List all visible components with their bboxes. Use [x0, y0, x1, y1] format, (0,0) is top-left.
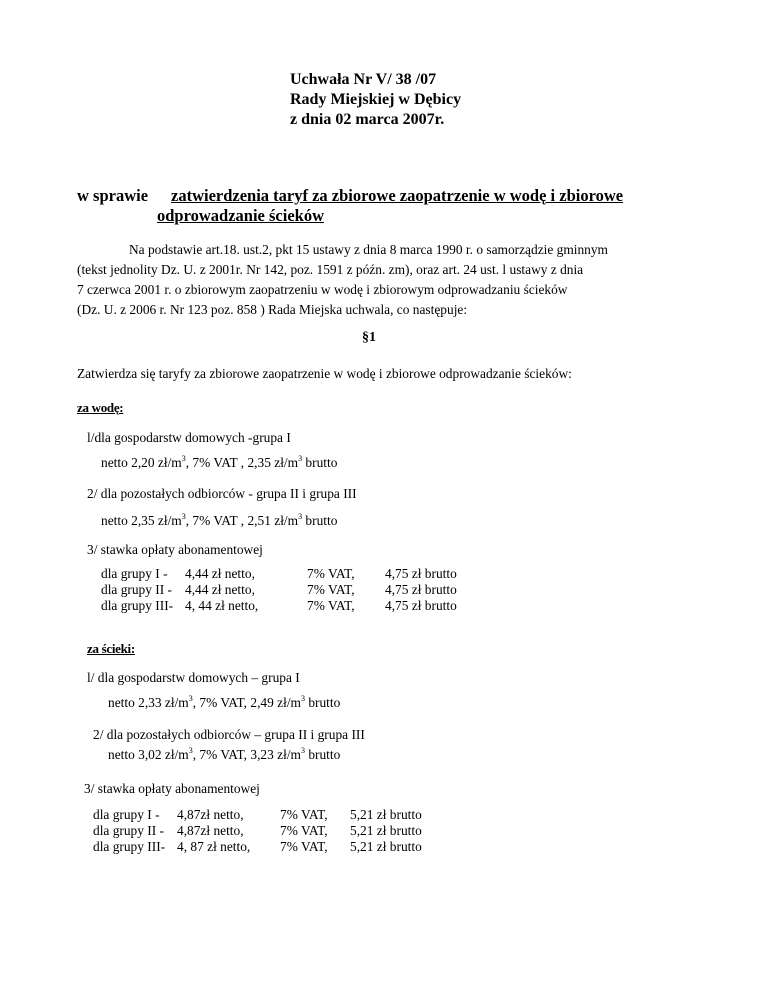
water-section-title: za wodę:	[77, 400, 124, 415]
table-row	[101, 582, 457, 598]
sewage-group1-rate: netto 2,33 $zł/m^3$, 7% VAT, 2,49 $zł/m^3$ brutto	[108, 694, 341, 710]
fee-group: dla grupy I -	[93, 807, 160, 822]
fee-net: 4,87zł netto,	[177, 823, 244, 838]
water-fee-label: 3/ stawka opłaty abonamentowej	[87, 542, 263, 557]
fee-net: 4, 87 zł netto,	[177, 839, 251, 854]
fee-vat: 7% VAT,	[307, 598, 355, 613]
fee-vat: 7% VAT,	[280, 823, 328, 838]
fee-vat: 7% VAT,	[307, 566, 355, 581]
fee-net: 4,87zł netto,	[177, 807, 244, 822]
legal-basis-line: (tekst jednolity Dz. U. z 2001r. Nr 142, poz. 1591 z późn. zm), oraz art. 24 ust. l ustawy z dnia	[77, 262, 584, 277]
table-row	[101, 598, 457, 614]
fee-net: 4, 44 zł netto,	[185, 598, 259, 613]
fee-vat: 7% VAT,	[307, 582, 355, 597]
water-group1-label: l/dla gospodarstw domowych -grupa I	[87, 430, 291, 445]
fee-net: 4,44 zł netto,	[185, 582, 255, 597]
resolution-header	[290, 70, 461, 130]
sewage-fee-label: 3/ stawka opłaty abonamentowej	[84, 781, 260, 796]
sewage-group2-rate: netto 3,02 $zł/m^3$, 7% VAT, 3,23 $zł/m^3$ brutto	[108, 746, 341, 762]
water-group1-rate: netto 2,20 $zł/m^3$, 7% VAT , 2,35 $zł/m^3$ brutto	[101, 454, 338, 470]
fee-vat: 7% VAT,	[280, 839, 328, 854]
sewage-group2-label: 2/ dla pozostałych odbiorców – grupa II i grupa III	[93, 727, 365, 742]
fee-group: dla grupy III-	[101, 598, 174, 613]
fee-gross: 5,21 zł brutto	[350, 839, 422, 854]
paragraph-symbol: §1	[362, 330, 376, 345]
fee-group: dla grupy III-	[93, 839, 166, 854]
water-group2-rate: netto 2,35 $zł/m^3$, 7% VAT , 2,51 $zł/m^3$ brutto	[101, 512, 338, 528]
council-name: Rady Miejskiej w Dębicy	[290, 91, 462, 108]
table-row	[93, 807, 422, 823]
fee-net: 4,44 zł netto,	[185, 566, 255, 581]
fee-gross: 5,21 zł brutto	[350, 807, 422, 822]
water-fee-table	[101, 566, 457, 614]
fee-group: dla grupy I -	[101, 566, 168, 581]
subject-lead: w sprawie	[77, 186, 149, 205]
table-row	[93, 839, 422, 855]
sewage-group1-label: l/ dla gospodarstw domowych – grupa I	[87, 670, 300, 685]
fee-vat: 7% VAT,	[280, 807, 328, 822]
fee-gross: 4,75 zł brutto	[385, 598, 457, 613]
sewage-section-title: za ścieki:	[87, 641, 135, 656]
sewage-fee-table	[93, 807, 422, 855]
intro-text: Zatwierdza się taryfy za zbiorowe zaopatrzenie w wodę i zbiorowe odprowadzanie ścieków:	[77, 366, 572, 381]
subject-line-1: zatwierdzenia taryf za zbiorowe zaopatrzenie w wodę i zbiorowe	[171, 186, 624, 205]
legal-basis-line: Na podstawie art.18. ust.2, pkt 15 ustawy z dnia 8 marca 1990 r. o samorządzie gminnym	[129, 242, 608, 257]
legal-basis-line: 7 czerwca 2001 r. o zbiorowym zaopatrzeniu w wodę i zbiorowym odprowadzaniu ścieków	[77, 282, 568, 297]
legal-basis	[77, 240, 608, 320]
fee-gross: 4,75 zł brutto	[385, 582, 457, 597]
legal-basis-line: (Dz. U. z 2006 r. Nr 123 poz. 858 ) Rada Miejska uchwala, co następuje:	[77, 302, 468, 317]
fee-gross: 5,21 zł brutto	[350, 823, 422, 838]
resolution-number: Uchwała Nr V/ 38 /07	[290, 71, 437, 88]
resolution-date: z dnia 02 marca 2007r.	[290, 111, 445, 128]
fee-group: dla grupy II -	[93, 823, 165, 838]
fee-group: dla grupy II -	[101, 582, 173, 597]
fee-gross: 4,75 zł brutto	[385, 566, 457, 581]
table-row	[93, 823, 422, 839]
table-row	[101, 566, 457, 582]
resolution-subject	[77, 186, 623, 226]
subject-line-2: odprowadzanie ścieków	[157, 206, 324, 225]
water-group2-label: 2/ dla pozostałych odbiorców - grupa II i grupa III	[87, 486, 357, 501]
